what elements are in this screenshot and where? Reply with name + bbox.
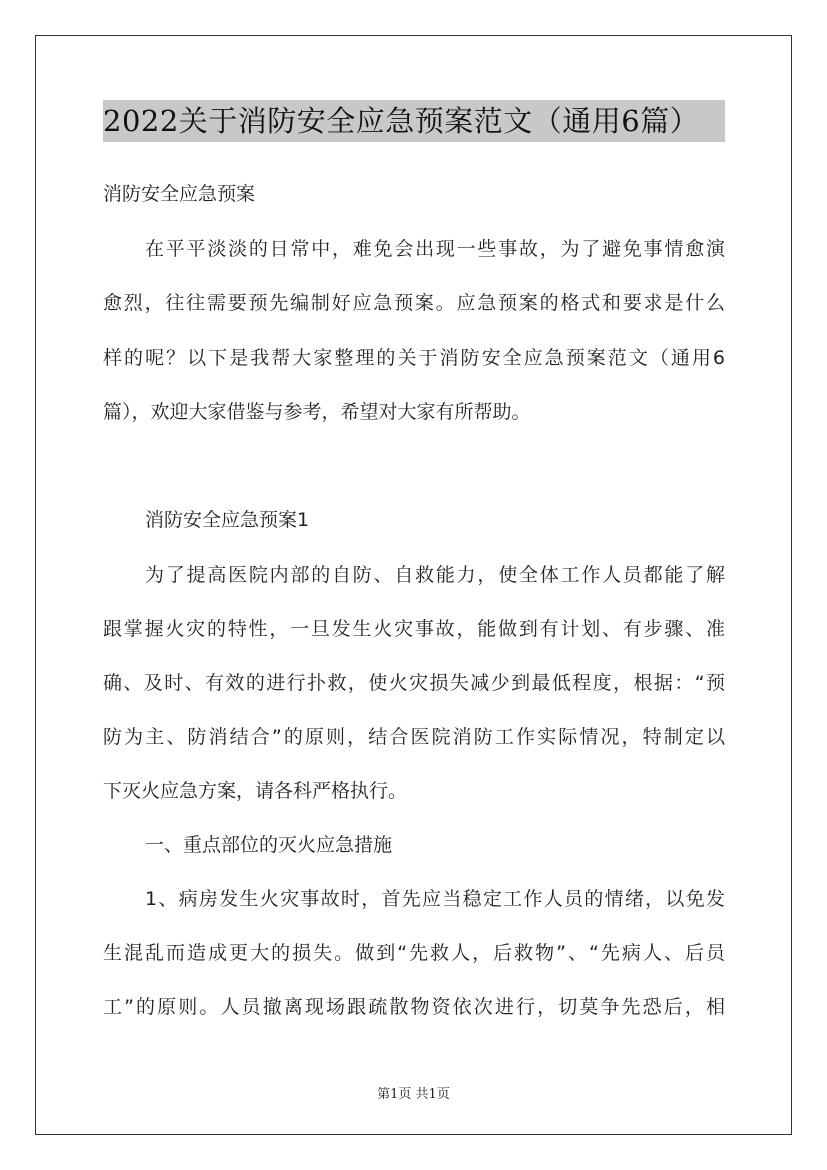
para2-line-1: 1、病房发生火灾事故时，首先应当稳定工作人员的情绪，以免发 [145,888,725,910]
para2-line-2: 生混乱而造成更大的损失。做到“先救人，后救物”、“先病人、后员 [103,942,725,964]
para1-line-4: 防为主、防消结合”的原则，结合医院消防工作实际情况，特制定以 [103,726,725,748]
intro-line-2: 愈烈，往往需要预先编制好应急预案。应急预案的格式和要求是什么 [103,292,725,314]
page-footer: 第1页 共1页 [377,1087,450,1102]
para1-line-5: 下灭火应急方案，请各科严格执行。 [103,780,408,802]
document-subtitle: 消防安全应急预案 [103,183,256,205]
section-heading: 消防安全应急预案1 [145,509,310,531]
intro-line-4: 篇），欢迎大家借鉴与参考，希望对大家有所帮助。 [103,401,531,423]
para1-line-2: 跟掌握火灾的特性，一旦发生火灾事故，能做到有计划、有步骤、准 [103,618,725,640]
para1-line-3: 确、及时、有效的进行扑救，使火灾损失减少到最低程度，根据：“预 [103,672,725,694]
intro-line-1: 在平平淡淡的日常中，难免会出现一些事故，为了避免事情愈演 [145,238,725,260]
para1-line-1: 为了提高医院内部的自防、自救能力，使全体工作人员都能了解 [145,564,725,586]
subheading: 一、重点部位的灭火应急措施 [145,834,393,856]
intro-line-3: 样的呢？以下是我帮大家整理的关于消防安全应急预案范文（通用6 [103,347,725,369]
para2-line-3: 工”的原则。人员撤离现场跟疏散物资依次进行，切莫争先恐后，相 [103,996,725,1018]
document-title: 2022关于消防安全应急预案范文（通用6篇） [103,100,725,142]
